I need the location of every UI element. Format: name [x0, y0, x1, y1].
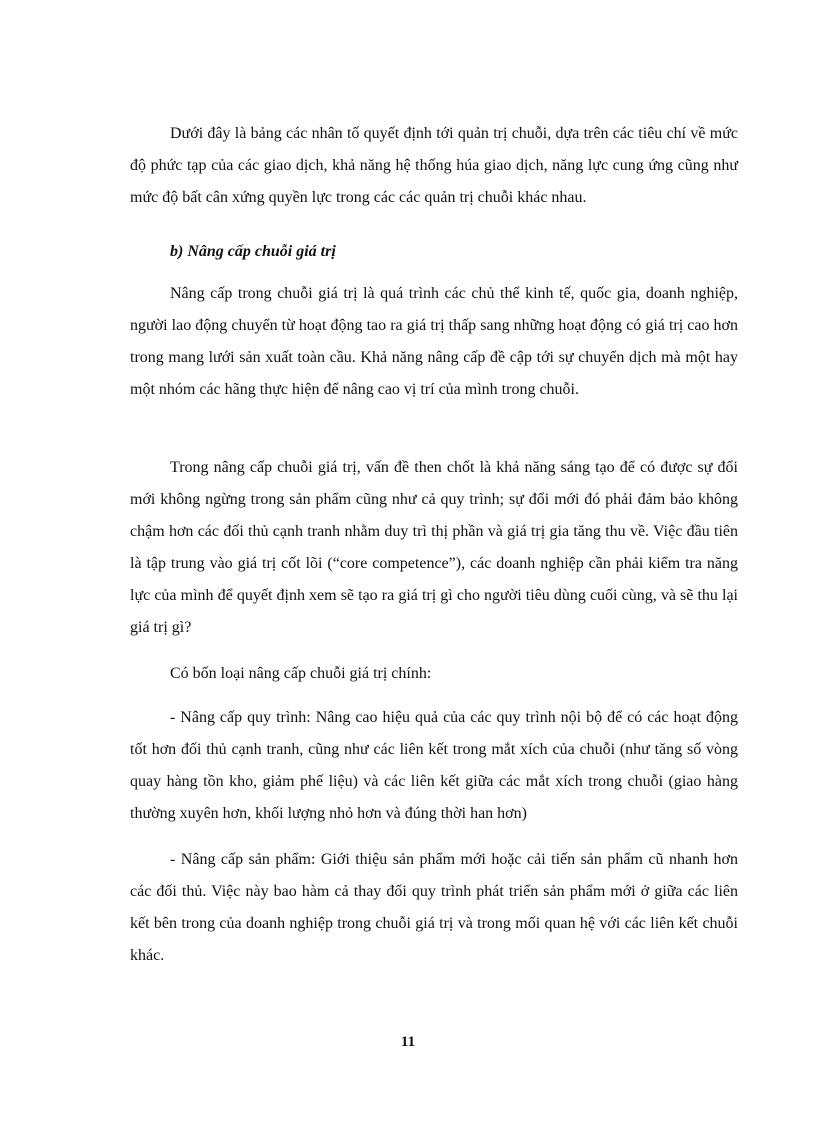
paragraph-upgrading-definition: Nâng cấp trong chuỗi giá trị là quá trình các chủ thể kinh tế, quốc gia, doanh nghiệp, người lao động chuyển từ hoạt động tao ra giá trị thấp sang những hoạt động có giá trị cao hơn trong mang lưới sản xuất toàn cầu. Khả năng nâng cấp đề cập tới sự chuyển dịch mà một hay một nhóm các hãng thực hiện để nâng cao vị trí của mình trong chuỗi. — [130, 285, 738, 398]
paragraph-innovation: Trong nâng cấp chuỗi giá trị, vấn đề then chốt là khả năng sáng tạo để có được sự đổi mới không ngừng trong sản phẩm cũng như cả quy trình; sự đổi mới đó phải đảm bảo không chậm hơn các đối thủ cạnh tranh nhằm duy trì thị phần và giá trị gia tăng thu về. Việc đầu tiên là tập trung vào giá trị cốt lõi (“core competence”), các doanh nghiệp cần phải kiểm tra năng lực của mình để quyết định xem sẽ tạo ra giá trị gì cho người tiêu dùng cuối cùng, và sẽ thu lại giá trị gì? — [130, 459, 738, 636]
paragraph-process-upgrading: - Nâng cấp quy trình: Nâng cao hiệu quả của các quy trình nội bộ để có các hoạt động tốt hơn đối thủ cạnh tranh, cũng như các liên kết trong mắt xích của chuỗi (như tăng số vòng quay hàng tồn kho, giảm phế liệu) và các liên kết giữa các mắt xích trong chuỗi (giao hàng thường xuyên hơn, khối lượng nhỏ hơn và đúng thời han hơn) — [130, 709, 738, 822]
section-heading-upgrading: b) Nâng cấp chuỗi giá trị — [170, 243, 336, 260]
paragraph-product-upgrading: - Nâng cấp sản phẩm: Giới thiệu sản phẩm mới hoặc cải tiến sản phẩm cũ nhanh hơn các đối thủ. Việc này bao hàm cả thay đổi quy trình phát triển sản phẩm mới ở giữa các liên kết bên trong của doanh nghiệp trong chuỗi giá trị và trong mối quan hệ với các liên kết chuỗi khác. — [130, 851, 738, 964]
page-number: 11 — [400, 1034, 416, 1050]
paragraph-governance-factors: Dưới đây là bảng các nhân tố quyết định tới quản trị chuỗi, dựa trên các tiêu chí về mức độ phức tạp của các giao dịch, khả năng hệ thống húa giao dịch, năng lực cung ứng cũng như mức độ bất cân xứng quyền lực trong các các quản trị chuỗi khác nhau. — [130, 125, 738, 206]
paragraph-upgrade-types-intro: Có bốn loại nâng cấp chuỗi giá trị chính: — [170, 665, 432, 682]
